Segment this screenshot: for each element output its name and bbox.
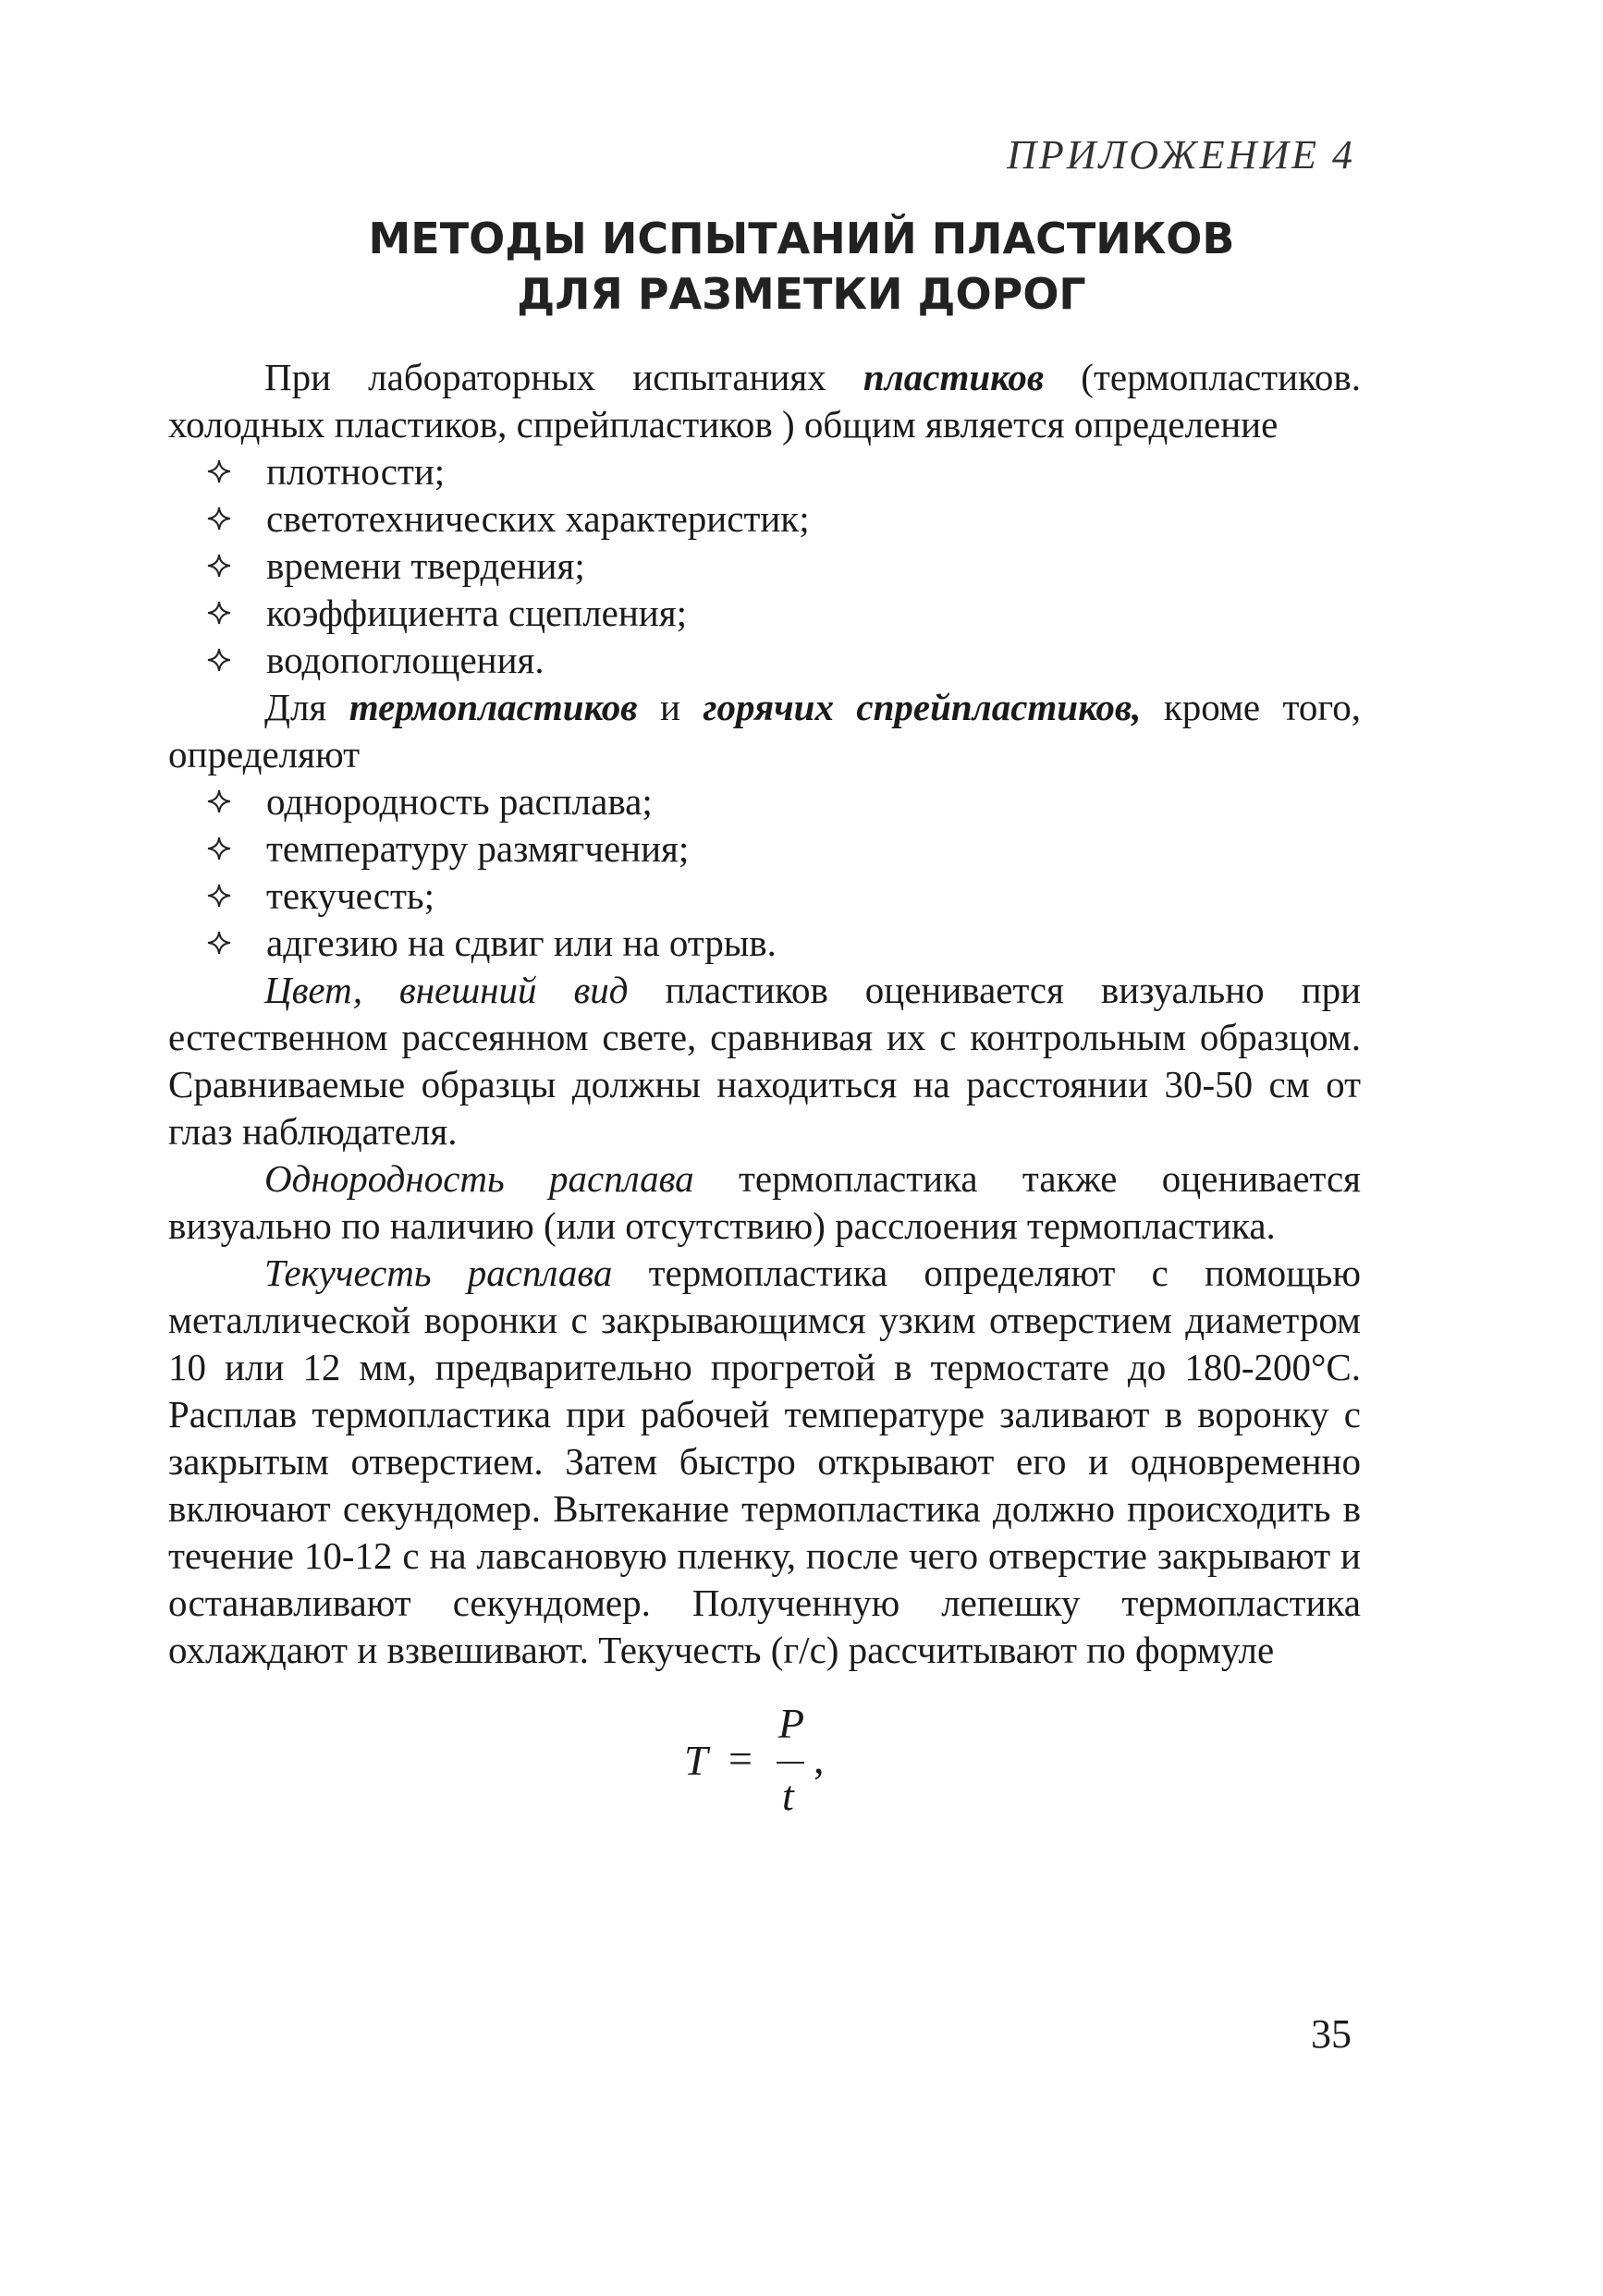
melt-homogeneity-paragraph	[168, 1155, 1361, 1250]
list-item	[168, 495, 1361, 543]
list-item-text: однородность расплава;	[266, 780, 653, 823]
term-melt-homogeneity: Однородность расплава	[264, 1157, 694, 1200]
formula-comma: ,	[814, 1735, 825, 1782]
diamond-star-bullet-icon	[207, 931, 231, 955]
term-thermoplastics: термопластиков	[349, 686, 638, 728]
diamond-star-bullet-icon	[207, 648, 231, 672]
list-item-text: коэффициента сцепления;	[266, 592, 687, 634]
list-item-text: адгезию на сдвиг или на отрыв.	[266, 922, 777, 964]
diamond-star-bullet-icon	[207, 507, 231, 531]
list-item-text: времени твердения;	[266, 544, 585, 587]
melt-homogeneity-text: термопластика также оценивается визуально по наличию (или отсутствию) расслоения термопластика.	[168, 1157, 1361, 1247]
formula-denominator: t	[782, 1772, 794, 1819]
diamond-star-bullet-icon	[207, 884, 231, 908]
intro-text-end: (термопластиков. холодных пластиков, спрейпластиков ) общим является определение	[168, 356, 1361, 446]
list-item-text: светотехнических характеристик;	[266, 497, 810, 540]
color-appearance-text: пластиков оценивается визуально при естественном рассеянном свете, сравнивая их с контрольным образцом. Сравниваемые образцы должны находиться на расстоянии 30-50 см от глаз наблюдателя.	[168, 969, 1362, 1153]
diamond-star-bullet-icon	[207, 554, 231, 578]
list-item-text: температуру размягчения;	[266, 827, 690, 870]
term-hot-sprayplastics: горячих спрейпластиков,	[703, 686, 1142, 728]
list-item	[168, 448, 1361, 495]
formula-equals: =	[728, 1735, 753, 1782]
thermo-text-start: Для	[264, 686, 349, 728]
term-color-appearance: Цвет, внешний вид	[264, 969, 629, 1011]
intro-term-plastics: пластиков	[863, 356, 1045, 398]
list-item	[168, 825, 1361, 873]
list-item	[168, 543, 1361, 590]
list-item	[168, 590, 1361, 637]
general-properties-list	[168, 448, 1361, 684]
diamond-star-bullet-icon	[207, 601, 231, 625]
title-line-1: МЕТОДЫ ИСПЫТАНИЙ ПЛАСТИКОВ	[368, 214, 1235, 263]
melt-flow-paragraph	[168, 1250, 1361, 1674]
page-number: 35	[1311, 2011, 1352, 2057]
thermo-text-and: и	[637, 686, 704, 728]
diamond-star-bullet-icon	[207, 459, 231, 483]
list-item-text: водопоглощения.	[266, 639, 545, 681]
thermo-text-end: кроме того, определяют	[168, 686, 1361, 776]
list-item	[168, 920, 1361, 967]
diamond-star-bullet-icon	[207, 837, 231, 861]
color-appearance-paragraph	[168, 967, 1361, 1155]
fraction-bar	[777, 1762, 804, 1764]
formula-lhs: T	[684, 1737, 708, 1784]
term-melt-flow: Текучесть расплава	[264, 1252, 613, 1294]
list-item-text: текучесть;	[266, 874, 434, 917]
list-item	[168, 637, 1361, 684]
title-line-2: ДЛЯ РАЗМЕТКИ ДОРОГ	[517, 269, 1086, 319]
list-item-text: плотности;	[266, 450, 446, 493]
thermoplastics-paragraph	[168, 684, 1361, 778]
thermoplastic-properties-list	[168, 778, 1361, 967]
intro-paragraph	[168, 354, 1361, 448]
formula-numerator: P	[778, 1700, 805, 1747]
body-text	[168, 354, 1361, 1674]
page-title	[0, 211, 1603, 322]
appendix-label: ПРИЛОЖЕНИЕ 4	[1007, 132, 1355, 177]
list-item	[168, 778, 1361, 825]
intro-text-start: При лабораторных испытаниях	[264, 356, 863, 398]
melt-flow-text: термопластика определяют с помощью металлической воронки с закрывающимся узким отверстием диаметром 10 или 12 мм, предварительно прогретой в термостате до 180-200°С. Расплав термопластика при рабочей температуре заливают в воронку с закрытым отверстием. Затем быстро открывают его и одновременно включают секундомер. Вытекание термопластика должно происходить в течение 10-12 с на лавсановую пленку, после чего отверстие закрывают и останавливают секундомер. Полученную лепешку термопластика охлаждают и взвешивают. Текучесть (г/с) рассчитывают по формуле	[168, 1252, 1362, 1671]
diamond-star-bullet-icon	[207, 789, 231, 813]
flow-rate-formula	[684, 1700, 887, 1830]
list-item	[168, 873, 1361, 920]
